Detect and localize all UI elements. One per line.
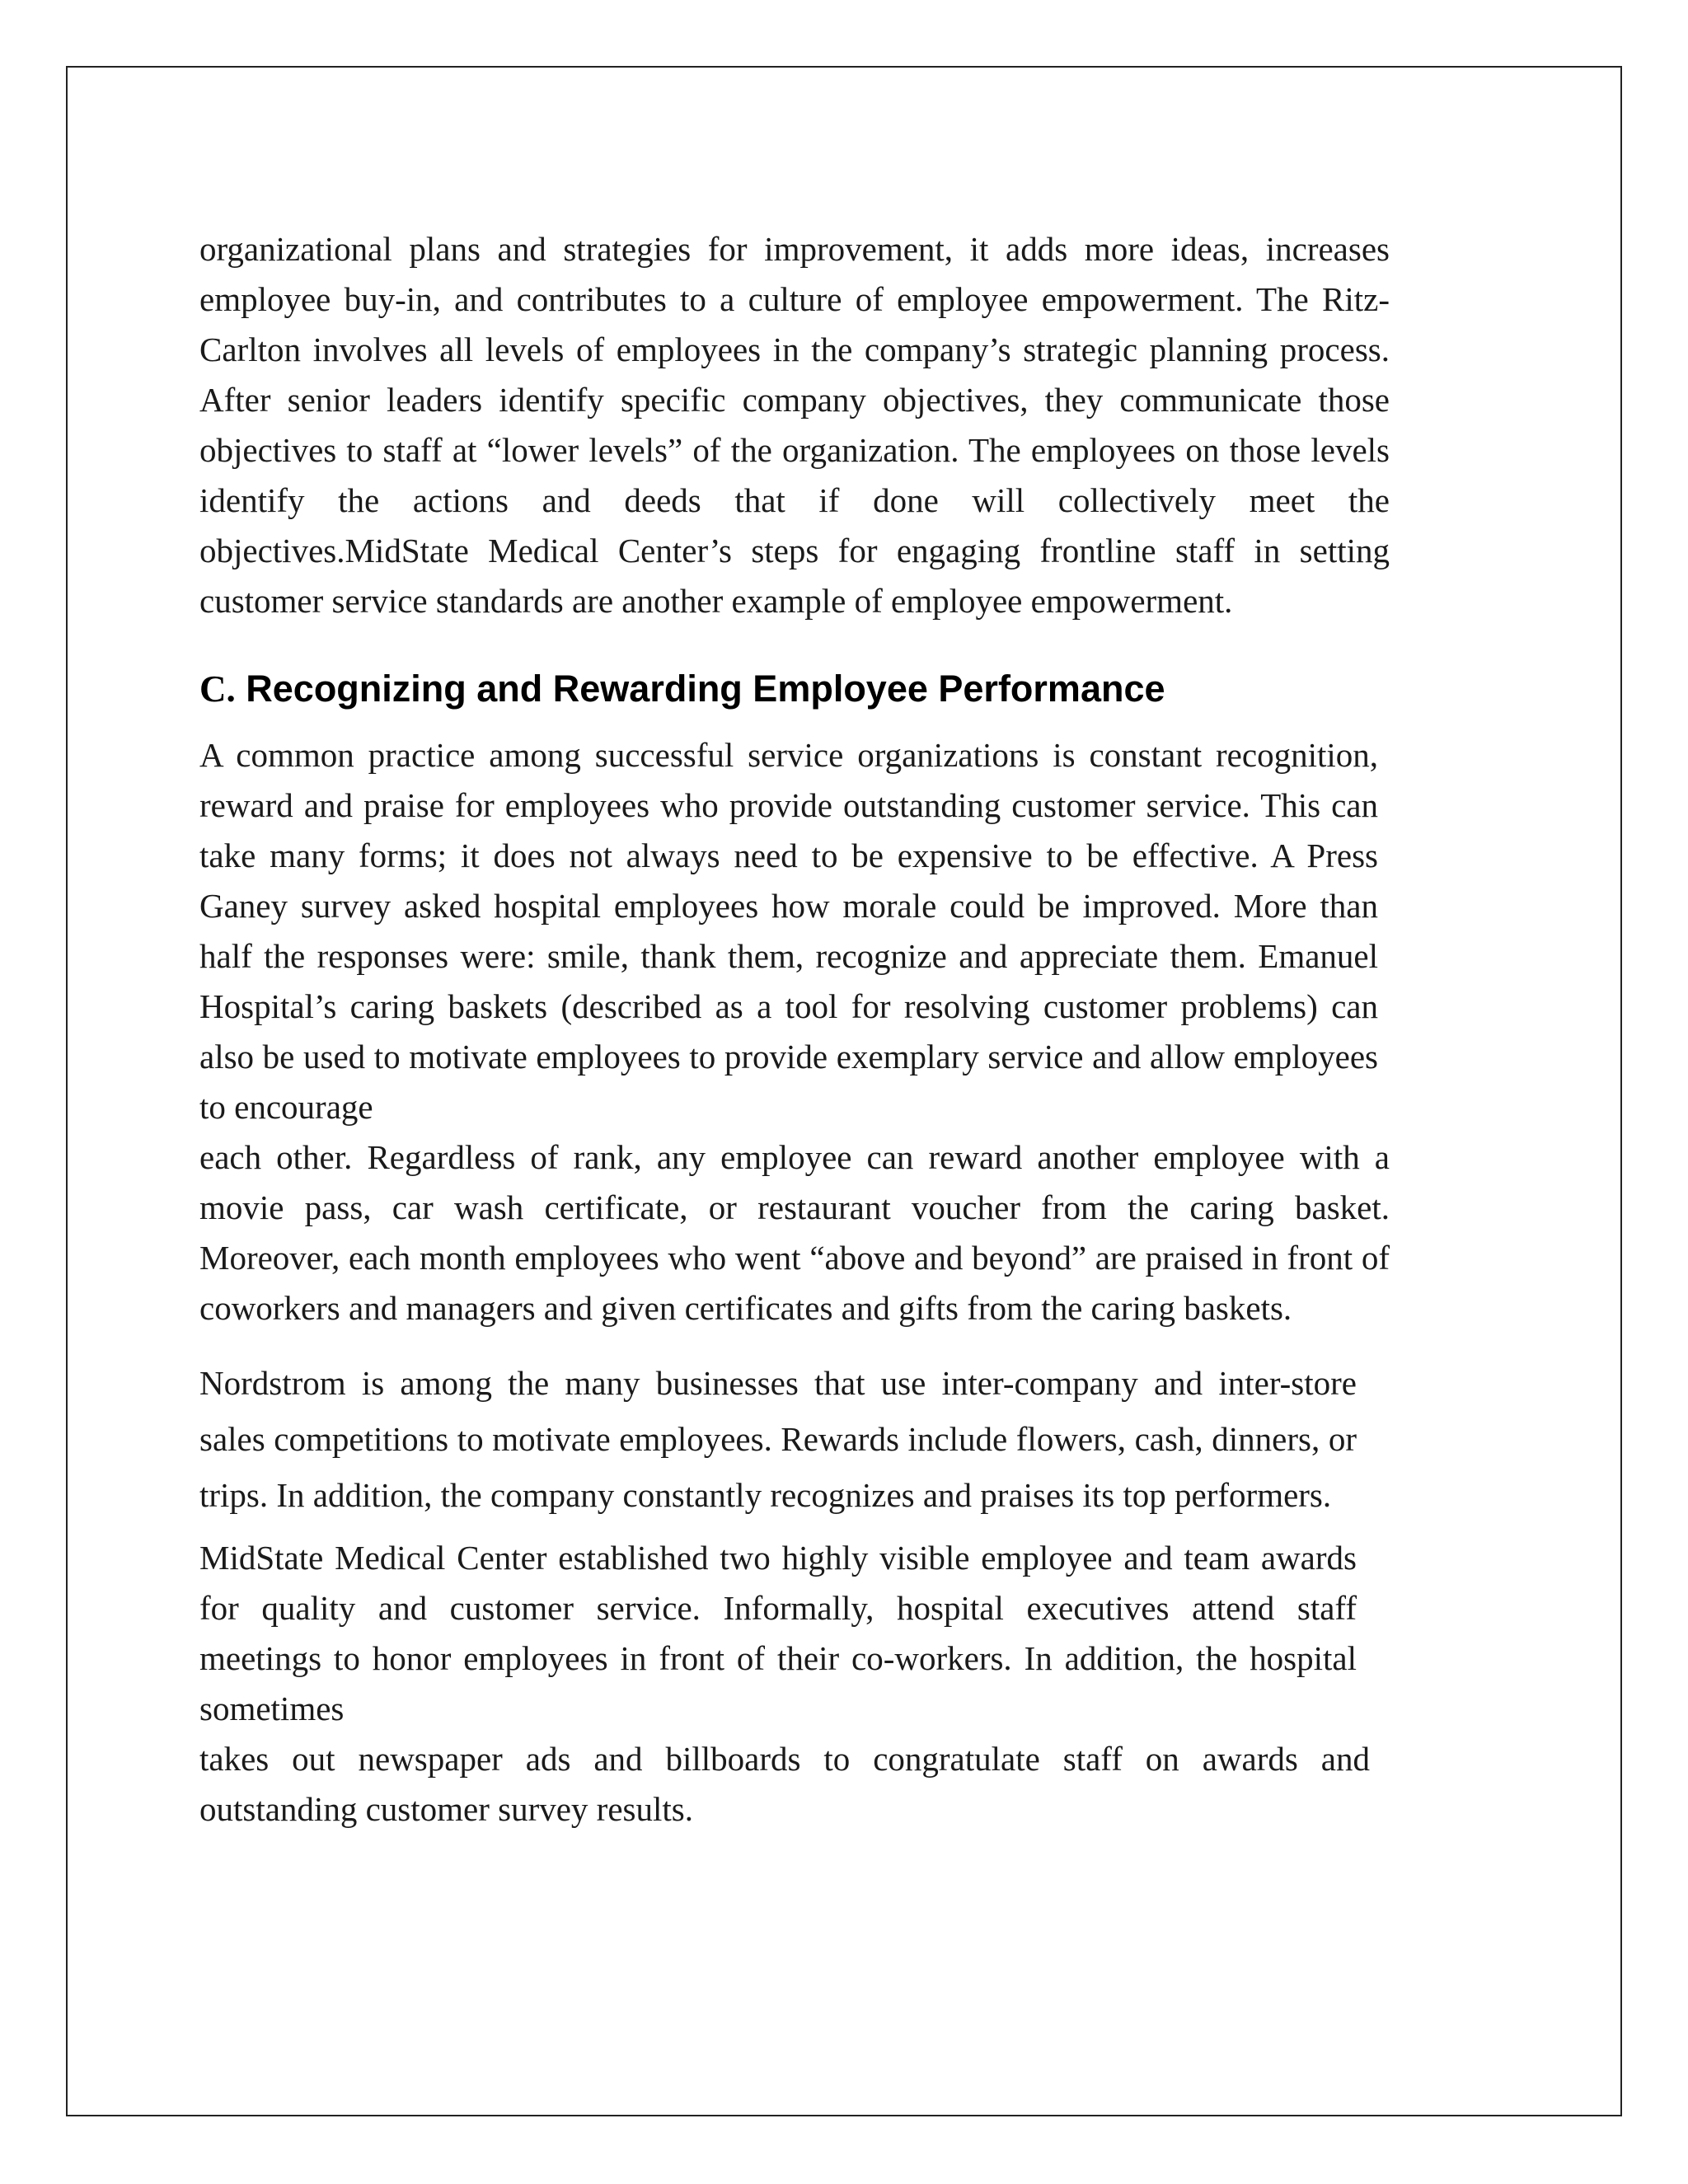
document-body — [199, 224, 1390, 1835]
intro-paragraph: organizational plans and strategies for improvement, it adds more ideas, increases employee buy-in, and contributes to a culture of employee empowerment. The Ritz-Carlton involves all levels of employees in the company’s strategic planning process. After senior leaders identify specific company objectives, they communicate those objectives to staff at “lower levels” of the organization. The employees on those levels identify the actions and deeds that if done will collectively meet the objectives.MidState Medical Center’s steps for engaging frontline staff in setting customer service standards are another example of employee empowerment. — [199, 230, 1390, 620]
section-title: Recognizing and Rewarding Employee Performance — [246, 668, 1165, 710]
recognition-paragraph-part1: A common practice among successful service organizations is constant recognition, reward and praise for employees who provide outstanding customer service. This can take many forms; it does not always need to be expensive to be effective. A Press Ganey survey asked hospital employees how morale could be improved. More than half the responses were: smile, thank them, recognize and appreciate them. Emanuel Hospital’s caring baskets (described as a tool for resolving customer problems) can also be used to motivate employees to provide exemplary service and allow employees to encourage — [199, 736, 1378, 1126]
recognition-paragraph-part2: each other. Regardless of rank, any employee can reward another employee with a movie pass, car wash certificate, or restaurant voucher from the caring basket. Moreover, each month employees who went “above and beyond” are praised in front of coworkers and managers and given certificates and gifts from the caring baskets. — [199, 1138, 1390, 1327]
section-heading — [199, 664, 1390, 714]
midstate-paragraph-part1: MidState Medical Center established two highly visible employee and team awards for quality and customer service. Informally, hospital executives attend staff meetings to honor employees in front of their co-workers. In addition, the hospital sometimes — [199, 1539, 1357, 1727]
nordstrom-paragraph: Nordstrom is among the many businesses that use inter-company and inter-store sales competitions to motivate employees. Rewards include flowers, cash, dinners, or trips. In addition, the company constantly recognizes and praises its top performers. — [199, 1364, 1357, 1514]
section-letter: C. — [199, 668, 236, 710]
midstate-paragraph-part2: takes out newspaper ads and billboards to congratulate staff on awards and outstanding customer survey results. — [199, 1740, 1370, 1828]
